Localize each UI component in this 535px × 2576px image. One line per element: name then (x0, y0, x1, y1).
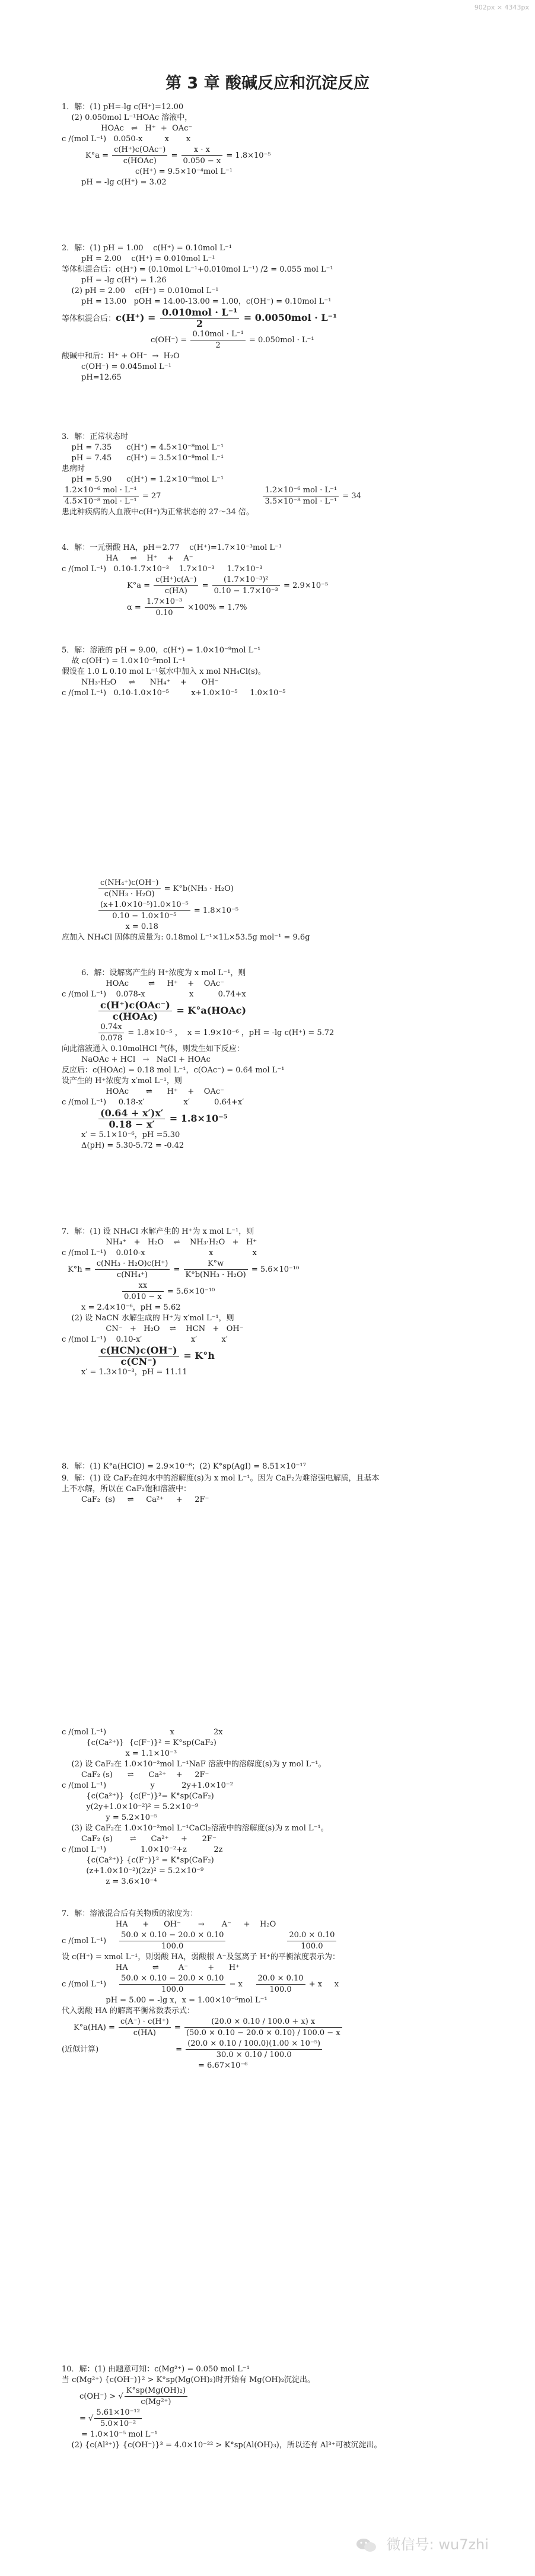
text-line: CaF₂ (s) ⇌ Ca²⁺ + 2F⁻ (62, 1771, 209, 1779)
text-line: 代入弱酸 HA 的解离平衡常数表示式： (62, 2007, 195, 2015)
text-line: NH₄⁺ + H₂O ⇌ NH₃·H₂O + H⁺ (62, 1238, 257, 1247)
text-line: y(2y+1.0×10⁻²)² = 5.2×10⁻⁹ (62, 1803, 199, 1811)
text-line: HA + OH⁻ → A⁻ + H₂O (62, 1920, 276, 1929)
wechat-watermark (356, 2533, 489, 2553)
answer-4 (62, 543, 477, 619)
text-line: c /(mol L⁻¹) 0.10-x′ x′ x′ (62, 1335, 228, 1344)
text-line: 向此溶液通入 0.10molHCl 气体，则发生如下反应： (62, 1045, 244, 1053)
text-line: HOAc ⇌ H⁺ + OAc⁻ (62, 1087, 224, 1096)
text-line: c(H⁺) = 9.5×10⁻⁴mol L⁻¹ (62, 167, 233, 176)
text-line: c /(mol L⁻¹) x 2x (62, 1728, 223, 1737)
text-line: c /(mol L⁻¹) y 2y+1.0×10⁻² (62, 1781, 233, 1790)
text-line: 应加入 NH₄Cl 固体的质量为: 0.18mol L⁻¹×1L×53.5g mol⁻¹ = 9.6g (62, 933, 310, 942)
text-line: y = 5.2×10⁻⁵ (62, 1813, 158, 1822)
text-line: pH=12.65 (62, 373, 122, 382)
answer-3 (62, 432, 477, 518)
text-line: (2) pH = 2.00 c(H⁺) = 0.010mol L⁻¹ (62, 286, 219, 295)
text-line: x = 2.4×10⁻⁶，pH = 5.62 (62, 1303, 181, 1312)
text-line: c /(mol L⁻¹) 0.050-x x x (62, 135, 191, 144)
text-line: 设 c(H⁺) = xmol L⁻¹，则弱酸 HA，弱酸根 A⁻及氢离子 H⁺的平衡浓度表示为： (62, 1953, 340, 1962)
text-line: {c(Ca²⁺)} {c(F⁻)}² = K°sp(CaF₂) (62, 1856, 214, 1865)
text-line: {c(Ca²⁺)} {c(F⁻)}²= K°sp(CaF₂) (62, 1792, 214, 1801)
text-line: NaOAc + HCl → NaCl + HOAc (62, 1055, 211, 1064)
text-line: Δ(pH) = 5.30-5.72 = -0.42 (62, 1141, 184, 1150)
image-dimensions: 902px × 4343px (474, 4, 529, 11)
answer-9-continued (62, 1727, 477, 1887)
text-line: 酸碱中和后：H⁺ + OH⁻ → H₂O (62, 352, 180, 361)
text-line: c /(mol L⁻¹) 0.10-1.0×10⁻⁵ x+1.0×10⁻⁵ 1.0×10⁻⁵ (62, 689, 286, 698)
text-line: 上不水解，所以在 CaF₂饱和溶液中： (62, 1485, 192, 1494)
text-line: 故 c(OH⁻) = 1.0×10⁻⁵mol L⁻¹ (62, 657, 186, 666)
equation: c(OH⁻) > √ $\frac{\text{K°sp(Mg(OH)₂)}}{\text{c(Mg²⁺)}}$ (62, 2386, 477, 2408)
equation: $\frac{\text{c(HCN)c(OH⁻)}}{c(CN^-)}$ = K°h (62, 1345, 477, 1367)
text-line: CaF₂ (s) ⇌ Ca²⁺ + 2F⁻ (62, 1835, 216, 1843)
text-line: c(OH⁻) = 0.045mol L⁻¹ (62, 362, 171, 371)
chapter-title: 第 3 章 酸碱反应和沉淀反应 (165, 74, 370, 93)
text-line: HOAc ⇌ H⁺ + OAc⁻ (62, 979, 224, 988)
answer-5 (62, 645, 477, 699)
text-line: 8．解：(1) K°a(HClO) = 2.9×10⁻⁸；(2) K°sp(AgI) = 8.51×10⁻¹⁷ (62, 1462, 306, 1471)
text-line: NH₃·H₂O ⇌ NH₄⁺ + OH⁻ (62, 678, 219, 687)
text-line: pH = 7.35 c(H⁺) = 4.5×10⁻⁸mol L⁻¹ (62, 443, 224, 452)
text-line: pH = -lg c(H⁺) = 3.02 (62, 178, 167, 187)
text-line: HA ⇌ H⁺ + A⁻ (62, 554, 193, 563)
text-line: c /(mol L⁻¹) 0.10-1.7×10⁻³ 1.7×10⁻³ 1.7×10⁻³ (62, 565, 263, 574)
answer-8 (62, 1461, 477, 1472)
equation: K°h = $\frac{\text{c(NH₃ · H₂O)c(H⁺)}}{\text{c(NH₄⁺)}}$ = $\frac{K^\circ w}{\text{K°b(NH₃ · H₂O)}}$ = 5.6×10⁻¹⁰ (68, 1259, 300, 1279)
text-line: = 1.0×10⁻⁵ mol L⁻¹ (62, 2430, 158, 2439)
text-line: 患病时 (62, 464, 85, 473)
text-line: {c(Ca²⁺)} {c(F⁻)}² = K°sp(CaF₂) (62, 1738, 216, 1747)
text-line: 9．解：(1) 设 CaF₂在纯水中的溶解度(s)为 x mol L⁻¹。因为 CaF₂为难溶强电解质，且基本 (62, 1474, 380, 1483)
text-line: HA ⇌ A⁻ + H⁺ (62, 1963, 240, 1972)
answer-1 (62, 102, 477, 188)
equation: K°a = $\frac{\text{c(H⁺)c(OAc⁻)}}{\text{c(HOAc)}}$ = $\frac{x \cdot x}{0.050 - x}$ = 1.8×10⁻⁵ (85, 145, 271, 165)
text-line: HOAc ⇌ H⁺ + OAc⁻ (62, 124, 193, 133)
text-line: pH = 5.90 c(H⁺) = 1.2×10⁻⁶mol L⁻¹ (62, 475, 224, 484)
text-line: 反应后：c(HOAc) = 0.18 mol L⁻¹，c(OAc⁻) = 0.64 mol L⁻¹ (62, 1066, 285, 1075)
text-line: 2．解：(1) pH = 1.00 c(H⁺) = 0.10mol L⁻¹ (62, 244, 232, 253)
text-line: (2) 0.050mol L⁻¹HOAc 溶液中， (62, 113, 193, 122)
equation: 等体积混合后：c(H⁺) = $\frac{\text{0.010mol · L⁻¹}}{2}$ = 0.0050mol · L⁻¹ (62, 307, 337, 329)
equation: $\frac{\text{(x+1.0×10⁻⁵)1.0×10⁻⁵}}{\text{0.10 − 1.0×10⁻⁵}}$ = 1.8×10⁻⁵ (62, 900, 477, 922)
answer-10 (62, 2364, 477, 2451)
equation: $\frac{\text{c(H⁺)c(OAc⁻)}}{\text{c(HOAc)}}$ = K°a(HOAc) (62, 1000, 477, 1022)
equation: K°a(HA) = $\frac{c(A^-) \cdot c(H^+)}{c(HA)}$ = $\frac{(20.0 \times 0.10 / 100.0 + x) x}{(50.0 \times 0.10 - 20.0 \times 0.10) / 100.0 - x}$ (62, 2017, 477, 2039)
text-line: 等体积混合后：c(H⁺) = (0.10mol L⁻¹+0.010mol L⁻¹) /2 = 0.055 mol L⁻¹ (62, 265, 333, 274)
text-line: 10．解：(1) 由题意可知：c(Mg²⁺) = 0.050 mol L⁻¹ (62, 2365, 250, 2374)
equation: $\frac{(0.64 + x')x'}{0.18 - x'}$ = 1.8×10⁻⁵ (62, 1108, 477, 1130)
answer-9 (62, 1473, 477, 1505)
text-line: 假设在 1.0 L 0.10 mol L⁻¹氨水中加入 x mol NH₄Cl(s)。 (62, 667, 266, 676)
text-line: pH = 2.00 c(H⁺) = 0.010mol L⁻¹ (62, 254, 215, 263)
equation: (近似计算) = $\frac{\text{(20.0 × 0.10 / 100.0)(1.00 × 10⁻⁵)}}{30.0 \times 0.10 / 100.0}$ (62, 2039, 477, 2061)
text-line: (2) 设 CaF₂在 1.0×10⁻²mol L⁻¹NaF 溶液中的溶解度(s)为 y mol L⁻¹。 (62, 1760, 326, 1769)
answer-6 (62, 968, 477, 1151)
wechat-icon (356, 2537, 377, 2553)
text-line: (2) {c(Al³⁺)} {c(OH⁻)}³ = 4.0×10⁻²² > K°sp(Al(OH)₃)，所以还有 Al³⁺可被沉淀出。 (62, 2441, 382, 2450)
text-line: 设产生的 H⁺浓度为 x′mol L⁻¹，则 (62, 1077, 182, 1085)
equation: $\frac{\text{1.2×10⁻⁶ mol · L⁻¹}}{\text{4.5×10⁻⁸ mol · L⁻¹}}$ = 27 $\frac{\text{1.2×10⁻⁶ mol · L⁻¹}}{\text{3.5×10⁻⁸ mol · L⁻¹}}$ = 34 (62, 485, 477, 507)
equation: α = $\frac{\text{1.7×10⁻³}}{0.10}$ ×100% = 1.7% (127, 597, 247, 617)
text-line: c /(mol L⁻¹) 0.010-x x x (62, 1249, 257, 1257)
answer-7 (62, 1227, 477, 1378)
text-line: z = 3.6×10⁻⁴ (62, 1877, 157, 1886)
equation: c /(mol L⁻¹) $\frac{50.0 \times 0.10 - 20.0 \times 0.10}{100.0}$ $\frac{20.0 \times 0.10}{100.0}$ (62, 1930, 477, 1952)
equation: K°a = $\frac{c(H^+)c(A^-)}{c(HA)}$ = $\frac{\text{(1.7×10⁻³)²}}{\text{0.10 − 1.7×10⁻³}}$ = 2.9×10⁻⁵ (127, 575, 329, 596)
text-line: x = 1.1×10⁻³ (62, 1749, 177, 1758)
text-line: 当 c(Mg²⁺) {c(OH⁻)}² > K°sp(Mg(OH)₂)时开始有 Mg(OH)₂沉淀出。 (62, 2376, 316, 2384)
text-line: (3) 设 CaF₂在 1.0×10⁻²mol L⁻¹CaCl₂溶液中的溶解度(s)为 z mol L⁻¹。 (62, 1824, 329, 1833)
text-line: 1．解：(1) pH=-lg c(H⁺)=12.00 (62, 103, 184, 112)
text-line: x′ = 1.3×10⁻³，pH = 11.11 (62, 1368, 187, 1377)
text-line: 5．解：溶液的 pH = 9.00，c(H⁺) = 1.0×10⁻⁹mol L⁻¹ (62, 646, 261, 655)
text-line: 7．解：溶液混合后有关物质的浓度为： (62, 1909, 198, 1918)
equation: c /(mol L⁻¹) $\frac{50.0 \times 0.10 - 20.0 \times 0.10}{100.0}$ − x $\frac{20.0 \times 0.10}{100.0}$ + x x (62, 1974, 339, 1994)
text-line: (2) 设 NaCN 水解生成的 H⁺为 x′mol L⁻¹，则 (62, 1314, 234, 1323)
equation: = √ $\frac{\text{5.61×10⁻¹²}}{\text{5.0×10⁻²}}$ (62, 2408, 477, 2429)
text-line: 3．解：正常状态时 (62, 432, 129, 441)
text-line: c /(mol L⁻¹) 0.18-x′ x′ 0.64+x′ (62, 1098, 244, 1107)
equation: $\frac{0.74x}{0.078}$ = 1.8×10⁻⁵ ， x = 1.9×10⁻⁶ ，pH = -lg c(H⁺) = 5.72 (62, 1022, 477, 1044)
text-line: CN⁻ + H₂O ⇌ HCN + OH⁻ (62, 1324, 244, 1333)
equation: c(OH⁻) = $\frac{\text{0.10mol · L⁻¹}}{2}$ = 0.050mol · L⁻¹ (151, 330, 314, 350)
answer-2 (62, 243, 477, 383)
text-line: pH = 5.00 = -lg x，x = 1.00×10⁻⁵mol L⁻¹ (62, 1996, 268, 2005)
text-line: = 6.67×10⁻⁶ (198, 2061, 248, 2070)
answer-5-continued (62, 878, 477, 943)
text-line: 4．解：一元弱酸 HA，pH＝2.77 c(H⁺)=1.7×10⁻³mol L⁻¹ (62, 543, 282, 552)
text-line: c /(mol L⁻¹) 1.0×10⁻²+z 2z (62, 1845, 223, 1854)
text-line: x = 0.18 (62, 922, 158, 931)
text-line: c /(mol L⁻¹) 0.078-x x 0.74+x (62, 990, 246, 999)
text-line: 6．解：设解离产生的 H⁺浓度为 x mol L⁻¹，则 (62, 969, 246, 977)
text-line: 7．解：(1) 设 NH₄Cl 水解产生的 H⁺为 x mol L⁻¹，则 (62, 1227, 254, 1236)
text-line: pH = 7.45 c(H⁺) = 3.5×10⁻⁸mol L⁻¹ (62, 454, 224, 463)
watermark-text: 微信号: wu7zhi (386, 2536, 489, 2553)
equation: $\frac{\text{c(NH₄⁺)c(OH⁻)}}{\text{c(NH₃ · H₂O)}}$ = K°b(NH₃ · H₂O) (62, 878, 477, 900)
text-line: pH = -lg c(H⁺) = 1.26 (62, 276, 167, 285)
text-line: (z+1.0×10⁻²)(2z)² = 5.2×10⁻⁹ (62, 1867, 204, 1876)
text-line: CaF₂ (s) ⇌ Ca²⁺ + 2F⁻ (62, 1495, 209, 1504)
text-line: pH = 13.00 pOH = 14.00-13.00 = 1.00，c(OH⁻) = 0.10mol L⁻¹ (62, 297, 332, 306)
text-line: 患此种疾病的人血液中c(H⁺)为正常状态的 27～34 倍。 (62, 508, 254, 517)
equation: $\frac{xx}{0.010 - x}$ = 5.6×10⁻¹⁰ (62, 1281, 477, 1303)
answer-7b (62, 1909, 477, 2071)
text-line: x′ = 5.1×10⁻⁶，pH =5.30 (62, 1131, 180, 1139)
